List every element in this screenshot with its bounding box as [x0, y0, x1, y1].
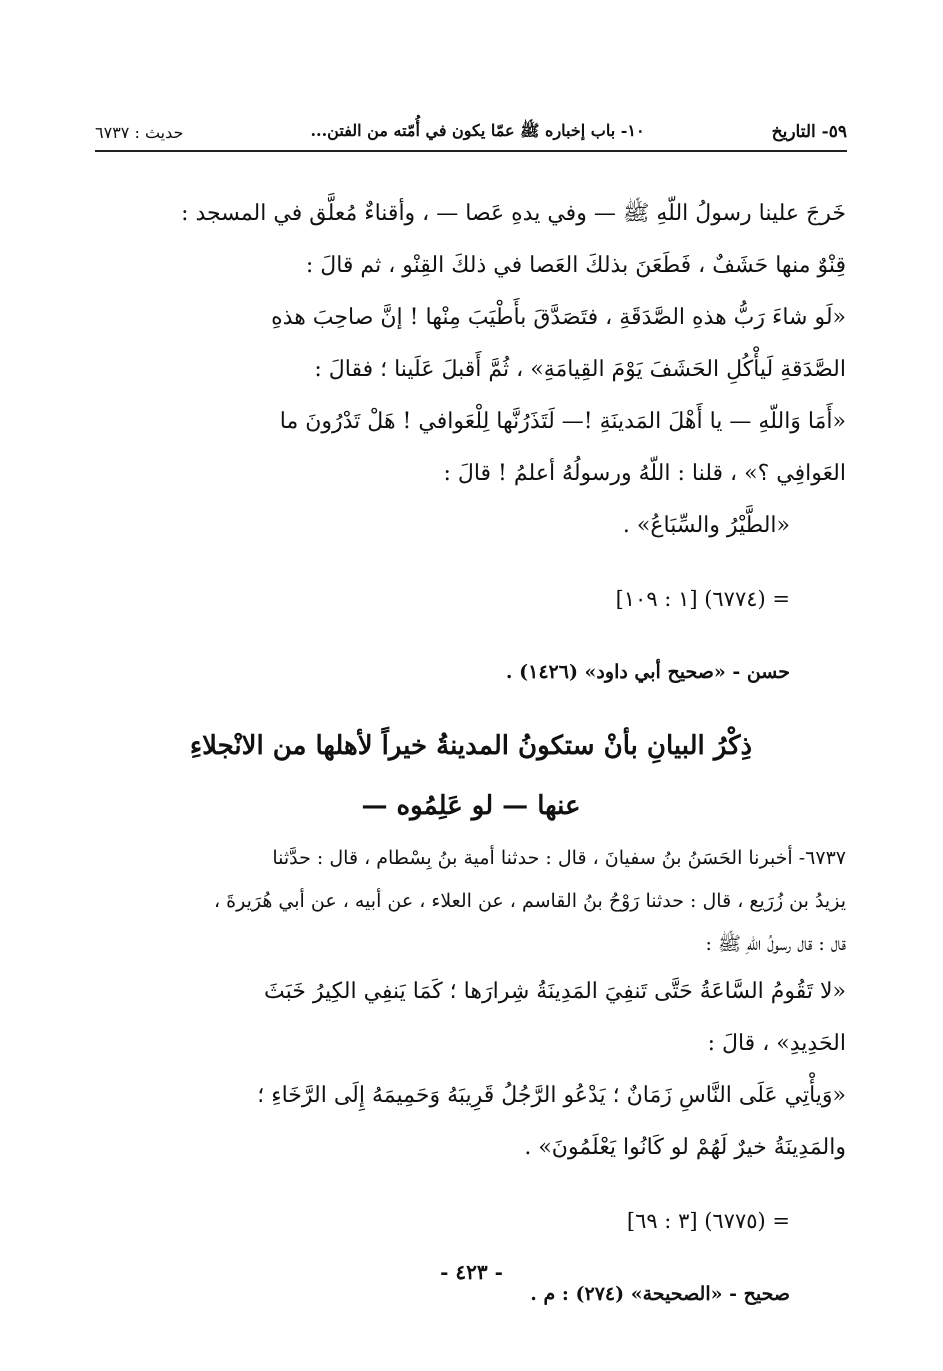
cross-reference: = (٦٧٧٤) [١ : ١٠٩]: [615, 587, 790, 611]
isnad-line: ٦٧٣٧- أخبرنا الحَسَنُ بنُ سفيانَ ، قال : حدثنا أمية بنُ بِسْطام ، قال : حدَّثنا: [272, 847, 846, 869]
hadith-number: حديث : ٦٧٣٧: [95, 122, 184, 142]
page-body: [96, 188, 846, 1339]
quote-line: الحَدِيدِ» ، قالَ :: [707, 1031, 846, 1056]
cross-reference: = (٦٧٧٥) [٣ : ٦٩]: [626, 1209, 790, 1233]
quote-line: «لَو شاءَ رَبُّ هذهِ الصَّدَقَةِ ، فتَصَدَّقَ بأَطْيَبَ مِنْها ! إنَّ صاحِبَ هذهِ: [271, 305, 846, 330]
hadith-grade: حسن - «صحيح أبي داود» (١٤٢٦) .: [505, 661, 790, 683]
hadith-grade: صحيح - «الصحيحة» (٢٧٤) : م .: [530, 1283, 790, 1305]
quote-line: والمَدِينَةُ خيرٌ لَهُمْ لو كَانُوا يَعْلَمُونَ» .: [524, 1135, 846, 1160]
text-line: قِنْوٌ منها حَشَفٌ ، فَطَعَنَ بذلكَ العَصا في ذلكَ القِنْو ، ثم قالَ :: [305, 253, 846, 278]
quote-line: «لا تَقُومُ السَّاعَةُ حَتَّى تَنفِيَ المَدِينَةُ شِرارَها ؛ كَمَا يَنفِي الكِيرُ خَبَثَ: [264, 979, 846, 1004]
quote-line: الصَّدَقةِ لَيأْكُلِ الحَشَفَ يَوْمَ القِيامَةِ» ، ثُمَّ أَقبلَ عَلَينا ؛ فقالَ :: [314, 357, 846, 382]
isnad-line: يزيدُ بن زُرَيع ، قال : حدثنا رَوْحُ بنُ القاسم ، عن العلاء ، عن أبيه ، عن أبي هُرَيرةَ ،: [213, 890, 846, 912]
running-header: [95, 112, 847, 152]
section-title: ١٠- باب إخباره ﷺ عمّا يكون في أُمّته من الفتن...: [310, 120, 645, 140]
page-number: - ٤٢٣ -: [440, 1260, 503, 1284]
quote-line: العَوافِي ؟» ، قلنا : اللّهُ ورسولُهُ أعلمُ ! قالَ :: [443, 461, 846, 486]
header-rule: [95, 150, 847, 152]
quote-line: «أَمَا وَاللّهِ — يا أَهْلَ المَدينَةِ !— لَتَذَرُنَّها لِلْعَوافي ! هَلْ تَدْرُونَ ما: [279, 409, 846, 434]
chapter-title: ٥٩- التاريخ: [771, 122, 847, 142]
section-heading-line: ذِكْرُ البيانِ بأنْ ستكونُ المدينةُ خيراً لأهلها من الانْجلاءِ: [189, 731, 753, 761]
quote-line: «وَيأْتِي عَلَى النَّاسِ زَمَانٌ ؛ يَدْعُو الرَّجُلُ قَرِيبَهُ وَحَمِيمَهُ إِلَى الرَّخَاءِ ؛: [257, 1083, 846, 1108]
isnad-line: قال : قال رسولُ اللّهِ ﷺ :: [705, 933, 846, 955]
section-heading-line: عنها — لو عَلِمُوه —: [361, 791, 581, 821]
text-line: خَرجَ علينا رسولُ اللّهِ ﷺ — وفي يدهِ عَصا — ، وأقناءٌ مُعلَّق في المسجد :: [181, 201, 846, 226]
quote-line: «الطَّيْرُ والسِّبَاعُ» .: [622, 513, 790, 538]
